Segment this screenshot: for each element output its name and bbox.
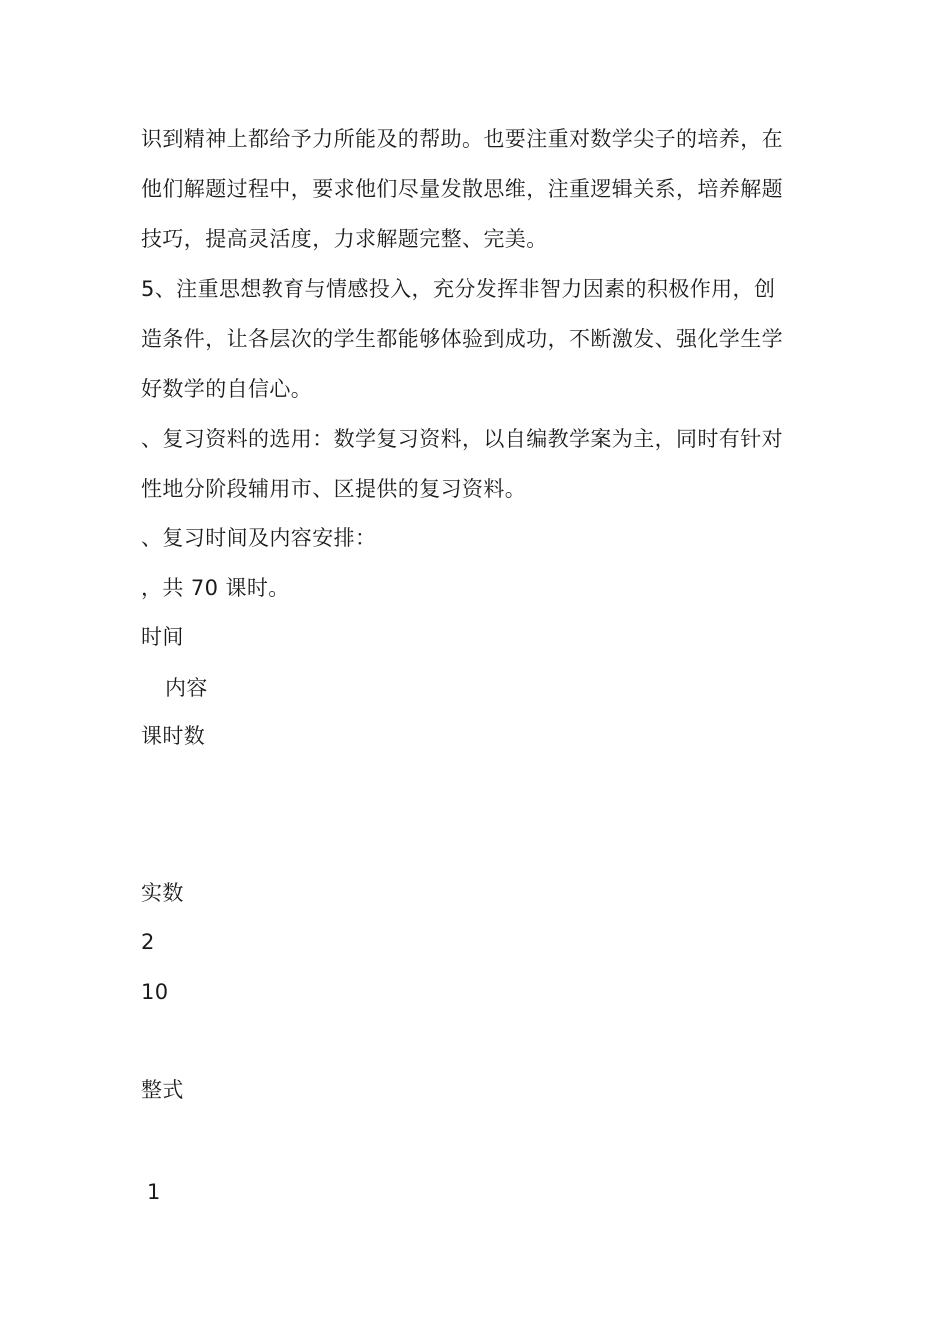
- paragraph-1-line-3: 技巧，提高灵活度，力求解题完整、完美。: [141, 227, 548, 251]
- paragraph-1-line-1: 识到精神上都给予力所能及的帮助。也要注重对数学尖子的培养，在: [141, 127, 783, 151]
- table-row-2-week: 1: [147, 1180, 161, 1204]
- table-header-hours: 课时数: [141, 724, 206, 748]
- paragraph-5-line-1: ，共 70 课时。: [141, 576, 290, 600]
- paragraph-2-line-1: 5、注重思想教育与情感投入，充分发挥非智力因素的积极作用，创: [141, 277, 776, 301]
- table-row-2-topic: 整式: [141, 1078, 184, 1102]
- paragraph-2-line-2: 造条件，让各层次的学生都能够体验到成功，不断激发、强化学生学: [141, 327, 783, 351]
- table-header-time: 时间: [141, 625, 184, 649]
- paragraph-3-line-1: 、复习资料的选用：数学复习资料，以自编教学案为主，同时有针对: [141, 427, 783, 451]
- table-row-1-hours: 10: [141, 980, 169, 1004]
- paragraph-2-line-3: 好数学的自信心。: [141, 377, 313, 401]
- paragraph-3-line-2: 性地分阶段辅用市、区提供的复习资料。: [141, 477, 527, 501]
- paragraph-1-line-2: 他们解题过程中，要求他们尽量发散思维，注重逻辑关系，培养解题: [141, 177, 783, 201]
- table-header-content: 内容: [165, 676, 208, 700]
- table-row-1-topic: 实数: [141, 881, 184, 905]
- table-row-1-week: 2: [141, 930, 155, 954]
- paragraph-4-line-1: 、复习时间及内容安排：: [141, 526, 377, 550]
